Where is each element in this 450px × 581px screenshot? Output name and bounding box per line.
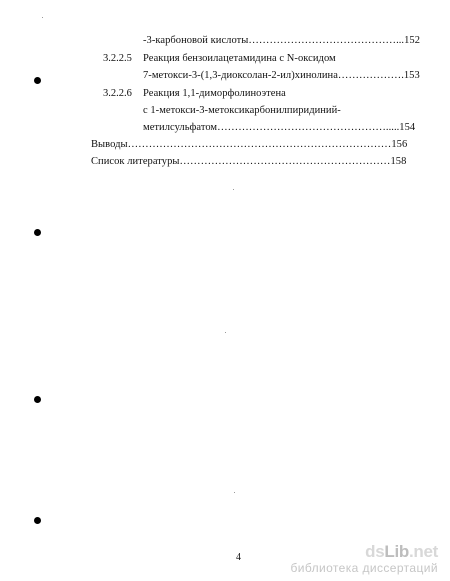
toc-line: с 1-метокси-3-метоксикарбонилпиридиний- [143,105,341,116]
punch-hole-1 [34,77,41,84]
watermark-tagline: библиотека диссертаций [290,561,438,575]
punch-hole-3 [34,396,41,403]
toc-section-number: 3.2.2.6 [103,88,132,99]
toc-line-conclusions: Выводы…………………………………………………………………156 [91,139,408,150]
toc-line: -3-карбоновой кислоты……………………………………...152 [143,35,420,46]
scan-speck [233,189,234,190]
toc-line-references: Список литературы……………………………………………………158 [91,156,407,167]
watermark-logo-lib: Lib [384,542,409,561]
toc-line: 7-метокси-3-(1,3-диоксолан-2-ил)хинолина……………….153 [143,70,420,81]
scan-speck [225,332,226,333]
punch-hole-4 [34,517,41,524]
toc-line: Реакция 1,1-диморфолиноэтена [143,88,286,99]
scan-speck [234,492,235,493]
toc-line: метилсульфатом………………………………………….....154 [143,122,416,133]
watermark-logo-ds: ds [365,542,385,561]
page-number: 4 [236,552,241,563]
watermark [291,543,439,575]
scan-speck [42,17,43,18]
watermark-logo [291,543,439,561]
toc-line: Реакция бензоилацетамидина с N-оксидом [143,53,336,64]
punch-hole-2 [34,229,41,236]
watermark-logo-net: .net [408,542,438,561]
toc-section-number: 3.2.2.5 [103,53,132,64]
